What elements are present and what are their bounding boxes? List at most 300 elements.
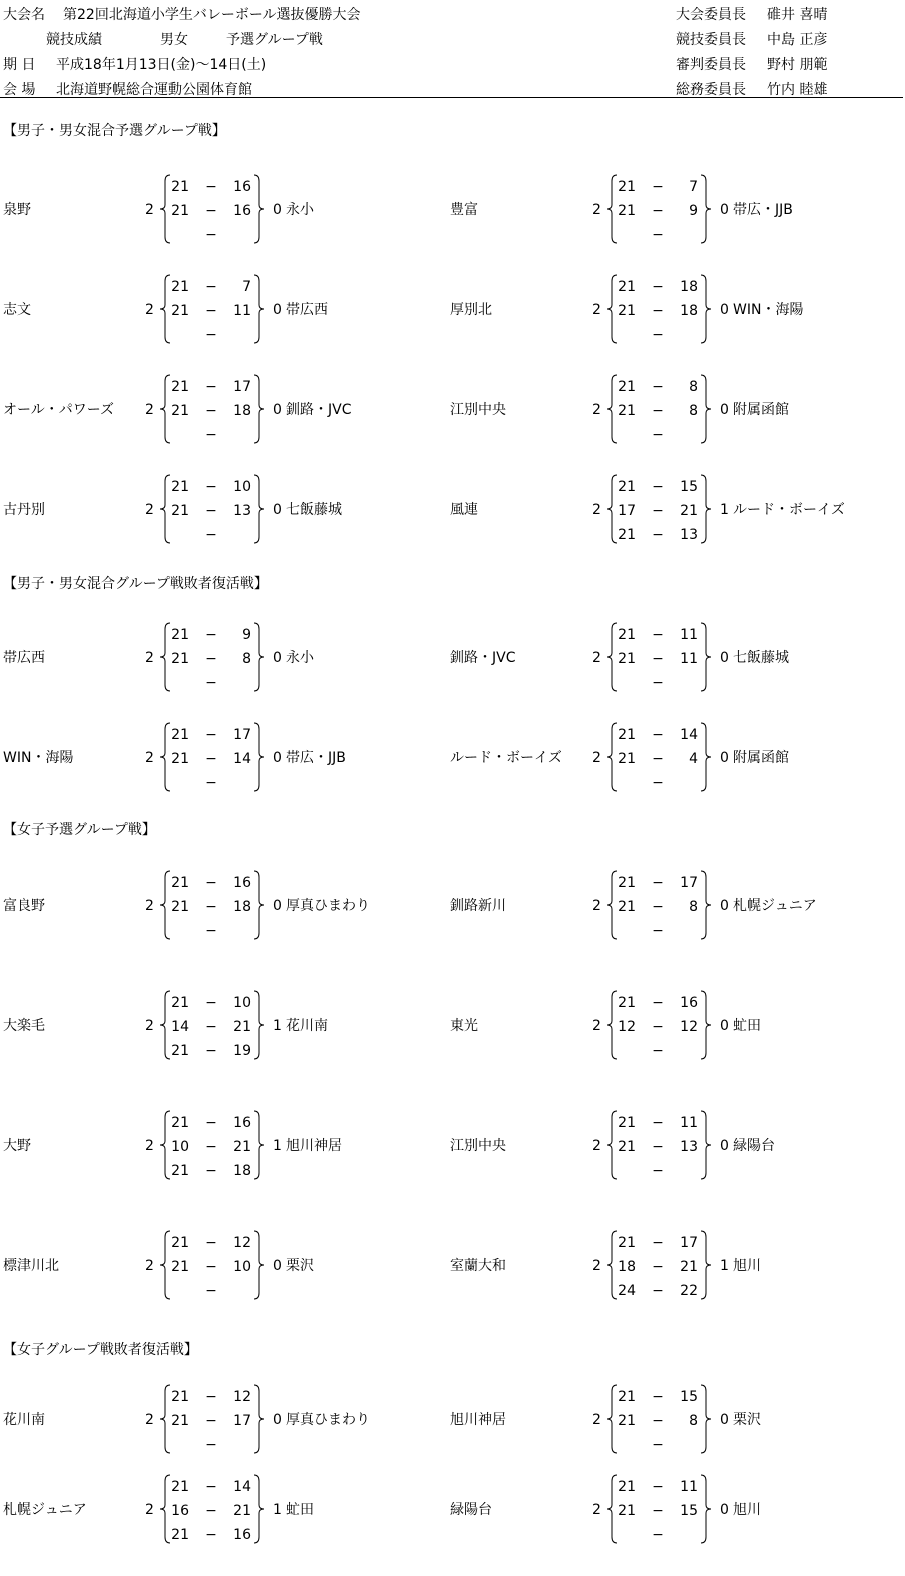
set-score-team: 21 — [618, 627, 636, 643]
score-dash: − — [652, 1503, 664, 1519]
set-score-row — [614, 1438, 700, 1454]
sets-lost: 1 — [720, 502, 729, 518]
right-brace — [254, 375, 264, 443]
set-score-row — [167, 304, 253, 320]
set-score-team: 21 — [171, 1043, 189, 1059]
team-name: 江別中央 — [450, 1138, 506, 1154]
official-title: 競技委員長 — [676, 32, 746, 48]
right-brace — [254, 1475, 264, 1543]
right-brace — [701, 1385, 711, 1453]
set-score-team: 21 — [618, 203, 636, 219]
sets-won: 2 — [592, 302, 601, 318]
team-name: 東光 — [450, 1018, 478, 1034]
opponent-name: 虻田 — [733, 1018, 761, 1034]
set-score-row — [167, 1414, 253, 1430]
set-score-row — [167, 1390, 253, 1406]
set-score-opponent: 13 — [680, 527, 698, 543]
set-score-row — [614, 1414, 700, 1430]
set-score-opponent: 7 — [689, 179, 698, 195]
score-dash: − — [652, 1235, 664, 1251]
score-dash: − — [205, 1235, 217, 1251]
sets-won: 2 — [592, 1412, 601, 1428]
score-dash: − — [205, 179, 217, 195]
section-title: 【男子・男女混合グループ戦敗者復活戦】 — [3, 576, 268, 592]
score-dash: − — [652, 279, 664, 295]
set-score-opponent: 16 — [680, 995, 698, 1011]
set-score-row — [614, 996, 700, 1012]
sets-lost: 0 — [720, 1502, 729, 1518]
score-dash: − — [652, 503, 664, 519]
set-score-row — [167, 180, 253, 196]
set-score-row — [167, 404, 253, 420]
set-score-row — [167, 1480, 253, 1496]
set-score-row — [614, 1140, 700, 1156]
match-result — [3, 1108, 453, 1186]
sets-won: 2 — [145, 1502, 154, 1518]
set-score-row — [614, 1116, 700, 1132]
team-name: オール・パワーズ — [3, 402, 115, 418]
score-dash: − — [205, 1283, 217, 1299]
sets-won: 2 — [145, 1018, 154, 1034]
team-name: 風連 — [450, 502, 478, 518]
sets-lost: 1 — [273, 1018, 282, 1034]
sets-won: 2 — [145, 750, 154, 766]
set-score-opponent: 12 — [680, 1019, 698, 1035]
score-dash: − — [205, 627, 217, 643]
opponent-name: 釧路・JVC — [286, 402, 352, 418]
set-score-row — [167, 1164, 253, 1180]
score-dash: − — [205, 379, 217, 395]
set-score-row — [614, 676, 700, 692]
score-dash: − — [205, 1527, 217, 1543]
official-name: 竹内 睦雄 — [767, 82, 828, 98]
set-score-opponent: 7 — [242, 279, 251, 295]
score-dash: − — [652, 1163, 664, 1179]
right-brace — [701, 175, 711, 243]
set-score-team: 21 — [171, 1115, 189, 1131]
opponent-name: WIN・海陽 — [733, 302, 804, 318]
set-score-opponent: 17 — [680, 1235, 698, 1251]
period-value: 平成18年1月13日(金)〜14日(土) — [56, 57, 267, 73]
score-dash: − — [652, 1527, 664, 1543]
score-dash: − — [652, 203, 664, 219]
set-score-row — [167, 380, 253, 396]
set-score-team: 21 — [618, 1115, 636, 1131]
set-score-team: 18 — [618, 1259, 636, 1275]
set-score-team: 21 — [618, 1479, 636, 1495]
score-dash: − — [205, 1115, 217, 1131]
set-score-team: 21 — [171, 479, 189, 495]
score-dash: − — [205, 1413, 217, 1429]
score-dash: − — [652, 403, 664, 419]
set-score-row — [167, 528, 253, 544]
set-score-opponent: 19 — [233, 1043, 251, 1059]
set-score-row — [167, 504, 253, 520]
team-name: WIN・海陽 — [3, 750, 74, 766]
set-score-row — [167, 728, 253, 744]
set-score-row — [167, 776, 253, 792]
set-score-opponent: 9 — [242, 627, 251, 643]
set-score-opponent: 10 — [233, 995, 251, 1011]
set-score-team: 21 — [171, 1527, 189, 1543]
section-title: 【女子予選グループ戦】 — [3, 822, 156, 838]
set-score-row — [614, 204, 700, 220]
match-result — [450, 868, 900, 946]
set-score-row — [614, 504, 700, 520]
set-score-team: 21 — [171, 651, 189, 667]
sets-won: 2 — [145, 1412, 154, 1428]
opponent-name: 七飯藤城 — [286, 502, 342, 518]
set-score-row — [167, 1116, 253, 1132]
sets-lost: 0 — [273, 650, 282, 666]
score-dash: − — [205, 1043, 217, 1059]
score-dash: − — [652, 527, 664, 543]
set-score-opponent: 21 — [233, 1019, 251, 1035]
round-label: 予選グループ戦 — [226, 32, 323, 48]
team-name: 泉野 — [3, 202, 31, 218]
set-score-row — [167, 1438, 253, 1454]
set-score-team: 21 — [618, 303, 636, 319]
sets-won: 2 — [145, 502, 154, 518]
sets-lost: 0 — [273, 898, 282, 914]
set-score-row — [167, 752, 253, 768]
set-score-row — [614, 1260, 700, 1276]
right-brace — [701, 1231, 711, 1299]
score-dash: − — [652, 1115, 664, 1131]
match-result — [450, 1108, 900, 1186]
score-dash: − — [652, 379, 664, 395]
opponent-name: 旭川 — [733, 1258, 761, 1274]
set-score-row — [614, 1020, 700, 1036]
set-score-team: 21 — [618, 875, 636, 891]
team-name: 花川南 — [3, 1412, 45, 1428]
score-dash: − — [652, 1437, 664, 1453]
set-score-row — [167, 1020, 253, 1036]
set-score-team: 21 — [171, 179, 189, 195]
sets-lost: 0 — [273, 302, 282, 318]
set-score-opponent: 15 — [680, 479, 698, 495]
set-score-team: 21 — [171, 1235, 189, 1251]
set-score-row — [167, 876, 253, 892]
set-score-opponent: 18 — [233, 403, 251, 419]
set-score-opponent: 18 — [680, 303, 698, 319]
right-brace — [254, 1111, 264, 1179]
set-score-row — [167, 900, 253, 916]
sets-won: 2 — [592, 402, 601, 418]
set-score-row — [614, 280, 700, 296]
set-score-team: 21 — [171, 303, 189, 319]
tournament-label: 大会名 — [3, 7, 45, 23]
score-dash: − — [652, 1479, 664, 1495]
period-label: 期 日 — [3, 57, 36, 73]
match-result — [3, 172, 453, 250]
team-name: 標津川北 — [3, 1258, 59, 1274]
set-score-opponent: 17 — [233, 1413, 251, 1429]
set-score-team: 21 — [618, 1235, 636, 1251]
match-result — [450, 1228, 900, 1306]
set-score-opponent: 11 — [680, 1479, 698, 1495]
sets-won: 2 — [592, 1502, 601, 1518]
score-dash: − — [205, 675, 217, 691]
score-dash: − — [205, 899, 217, 915]
set-score-opponent: 8 — [689, 899, 698, 915]
match-result — [3, 1228, 453, 1306]
score-dash: − — [205, 203, 217, 219]
set-score-team: 21 — [171, 1389, 189, 1405]
opponent-name: 帯広・JJB — [733, 202, 793, 218]
set-score-row — [167, 628, 253, 644]
set-score-row — [614, 304, 700, 320]
match-result — [450, 1382, 900, 1460]
set-score-row — [167, 480, 253, 496]
set-score-row — [614, 404, 700, 420]
set-score-row — [167, 328, 253, 344]
sets-won: 2 — [145, 202, 154, 218]
opponent-name: 旭川神居 — [286, 1138, 342, 1154]
opponent-name: 附属函館 — [733, 750, 789, 766]
sets-lost: 0 — [273, 1412, 282, 1428]
sets-won: 2 — [592, 898, 601, 914]
set-score-team: 21 — [171, 203, 189, 219]
set-score-opponent: 11 — [680, 1115, 698, 1131]
match-result — [3, 272, 453, 350]
team-name: 古丹別 — [3, 502, 45, 518]
set-score-team: 12 — [618, 1019, 636, 1035]
sets-won: 2 — [592, 202, 601, 218]
set-score-opponent: 18 — [233, 1163, 251, 1179]
sets-lost: 0 — [720, 750, 729, 766]
set-score-team: 21 — [618, 403, 636, 419]
right-brace — [701, 723, 711, 791]
set-score-opponent: 4 — [689, 751, 698, 767]
set-score-opponent: 10 — [233, 479, 251, 495]
team-name: 志文 — [3, 302, 31, 318]
set-score-opponent: 21 — [233, 1139, 251, 1155]
venue-value: 北海道野幌総合運動公園体育館 — [56, 82, 252, 98]
set-score-opponent: 16 — [233, 1527, 251, 1543]
team-name: 江別中央 — [450, 402, 506, 418]
set-score-row — [167, 204, 253, 220]
set-score-opponent: 8 — [242, 651, 251, 667]
score-dash: − — [205, 327, 217, 343]
team-name: 札幌ジュニア — [3, 1502, 87, 1518]
team-name: 大野 — [3, 1138, 31, 1154]
set-score-opponent: 11 — [680, 627, 698, 643]
score-dash: − — [652, 1259, 664, 1275]
set-score-row — [167, 1140, 253, 1156]
score-dash: − — [652, 179, 664, 195]
set-score-opponent: 8 — [689, 1413, 698, 1429]
set-score-team: 21 — [171, 1163, 189, 1179]
sets-lost: 0 — [720, 650, 729, 666]
sets-lost: 0 — [720, 202, 729, 218]
team-name: 厚別北 — [450, 302, 492, 318]
match-result — [450, 172, 900, 250]
match-result — [3, 1472, 453, 1550]
set-score-row — [614, 752, 700, 768]
right-brace — [701, 1111, 711, 1179]
score-dash: − — [652, 1043, 664, 1059]
set-score-row — [614, 924, 700, 940]
set-score-row — [167, 924, 253, 940]
tournament-name: 第22回北海道小学生バレーボール選抜優勝大会 — [63, 7, 361, 23]
set-score-team: 21 — [618, 1139, 636, 1155]
opponent-name: 附属函館 — [733, 402, 789, 418]
score-dash: − — [205, 751, 217, 767]
set-score-row — [167, 428, 253, 444]
team-name: 帯広西 — [3, 650, 45, 666]
match-result — [450, 472, 900, 550]
right-brace — [701, 1475, 711, 1543]
opponent-name: 帯広・JJB — [286, 750, 346, 766]
score-dash: − — [205, 1163, 217, 1179]
score-dash: − — [205, 1139, 217, 1155]
score-dash: − — [205, 923, 217, 939]
score-dash: − — [652, 899, 664, 915]
score-dash: − — [205, 303, 217, 319]
opponent-name: ルード・ボーイズ — [733, 502, 845, 518]
set-score-team: 21 — [618, 1413, 636, 1429]
score-dash: − — [652, 1019, 664, 1035]
sets-won: 2 — [145, 898, 154, 914]
set-score-team: 14 — [171, 1019, 189, 1035]
right-brace — [254, 991, 264, 1059]
official-title: 総務委員長 — [676, 82, 746, 98]
score-dash: − — [205, 1019, 217, 1035]
set-score-row — [167, 996, 253, 1012]
set-score-row — [614, 1284, 700, 1300]
sets-lost: 1 — [273, 1502, 282, 1518]
set-score-opponent: 9 — [689, 203, 698, 219]
set-score-row — [614, 328, 700, 344]
right-brace — [701, 375, 711, 443]
team-name: 富良野 — [3, 898, 45, 914]
score-dash: − — [205, 427, 217, 443]
gender-label: 男女 — [160, 32, 188, 48]
team-name: 釧路新川 — [450, 898, 506, 914]
match-result — [3, 988, 453, 1066]
opponent-name: 栗沢 — [286, 1258, 314, 1274]
set-score-opponent: 15 — [680, 1389, 698, 1405]
match-result — [450, 620, 900, 698]
set-score-opponent: 22 — [680, 1283, 698, 1299]
set-score-team: 17 — [618, 503, 636, 519]
opponent-name: 厚真ひまわり — [286, 1412, 370, 1428]
right-brace — [254, 275, 264, 343]
set-score-opponent: 11 — [233, 303, 251, 319]
set-score-row — [614, 628, 700, 644]
set-score-team: 21 — [618, 179, 636, 195]
right-brace — [701, 475, 711, 543]
set-score-team: 21 — [171, 1479, 189, 1495]
opponent-name: 緑陽台 — [733, 1138, 775, 1154]
score-dash: − — [652, 303, 664, 319]
sets-lost: 0 — [720, 1018, 729, 1034]
sets-lost: 0 — [720, 302, 729, 318]
set-score-team: 24 — [618, 1283, 636, 1299]
score-dash: − — [652, 227, 664, 243]
sets-lost: 0 — [273, 750, 282, 766]
score-dash: − — [652, 727, 664, 743]
match-result — [3, 720, 453, 798]
sets-won: 2 — [592, 650, 601, 666]
set-score-row — [167, 228, 253, 244]
team-name: 豊富 — [450, 202, 478, 218]
set-score-opponent: 14 — [233, 1479, 251, 1495]
score-dash: − — [205, 227, 217, 243]
set-score-opponent: 8 — [689, 403, 698, 419]
official-name: 野村 朋範 — [767, 57, 828, 73]
sets-won: 2 — [592, 1018, 601, 1034]
set-score-opponent: 17 — [680, 875, 698, 891]
set-score-row — [167, 1504, 253, 1520]
set-score-team: 21 — [171, 751, 189, 767]
set-score-team: 21 — [171, 899, 189, 915]
score-dash: − — [652, 995, 664, 1011]
opponent-name: 花川南 — [286, 1018, 328, 1034]
set-score-team: 21 — [171, 875, 189, 891]
score-dash: − — [205, 527, 217, 543]
sets-won: 2 — [592, 502, 601, 518]
score-dash: − — [652, 1283, 664, 1299]
set-score-team: 21 — [171, 503, 189, 519]
set-score-team: 21 — [171, 1259, 189, 1275]
score-dash: − — [205, 995, 217, 1011]
sets-won: 2 — [145, 302, 154, 318]
opponent-name: 栗沢 — [733, 1412, 761, 1428]
sets-lost: 1 — [720, 1258, 729, 1274]
match-result — [450, 1472, 900, 1550]
team-name: 釧路・JVC — [450, 650, 516, 666]
sets-lost: 0 — [720, 402, 729, 418]
sets-won: 2 — [145, 650, 154, 666]
set-score-team: 10 — [171, 1139, 189, 1155]
opponent-name: 帯広西 — [286, 302, 328, 318]
set-score-row — [614, 652, 700, 668]
score-dash: − — [205, 503, 217, 519]
set-score-opponent: 12 — [233, 1235, 251, 1251]
official-title: 大会委員長 — [676, 7, 746, 23]
score-dash: − — [205, 727, 217, 743]
set-score-row — [614, 428, 700, 444]
right-brace — [254, 475, 264, 543]
set-score-team: 16 — [171, 1503, 189, 1519]
set-score-team: 21 — [618, 899, 636, 915]
set-score-team: 21 — [618, 1503, 636, 1519]
set-score-opponent: 14 — [233, 751, 251, 767]
set-score-row — [167, 1284, 253, 1300]
right-brace — [701, 991, 711, 1059]
set-score-opponent: 21 — [680, 503, 698, 519]
score-dash: − — [652, 1139, 664, 1155]
sets-lost: 1 — [273, 1138, 282, 1154]
team-name: 室蘭大和 — [450, 1258, 506, 1274]
score-dash: − — [652, 1389, 664, 1405]
set-score-row — [167, 280, 253, 296]
sets-lost: 0 — [273, 402, 282, 418]
set-score-team: 21 — [171, 995, 189, 1011]
set-score-opponent: 8 — [689, 379, 698, 395]
match-result — [3, 1382, 453, 1460]
score-dash: − — [652, 875, 664, 891]
set-score-row — [614, 728, 700, 744]
set-score-row — [614, 1528, 700, 1544]
set-score-team: 21 — [171, 727, 189, 743]
right-brace — [701, 275, 711, 343]
score-dash: − — [205, 479, 217, 495]
opponent-name: 札幌ジュニア — [733, 898, 817, 914]
score-dash: − — [652, 651, 664, 667]
